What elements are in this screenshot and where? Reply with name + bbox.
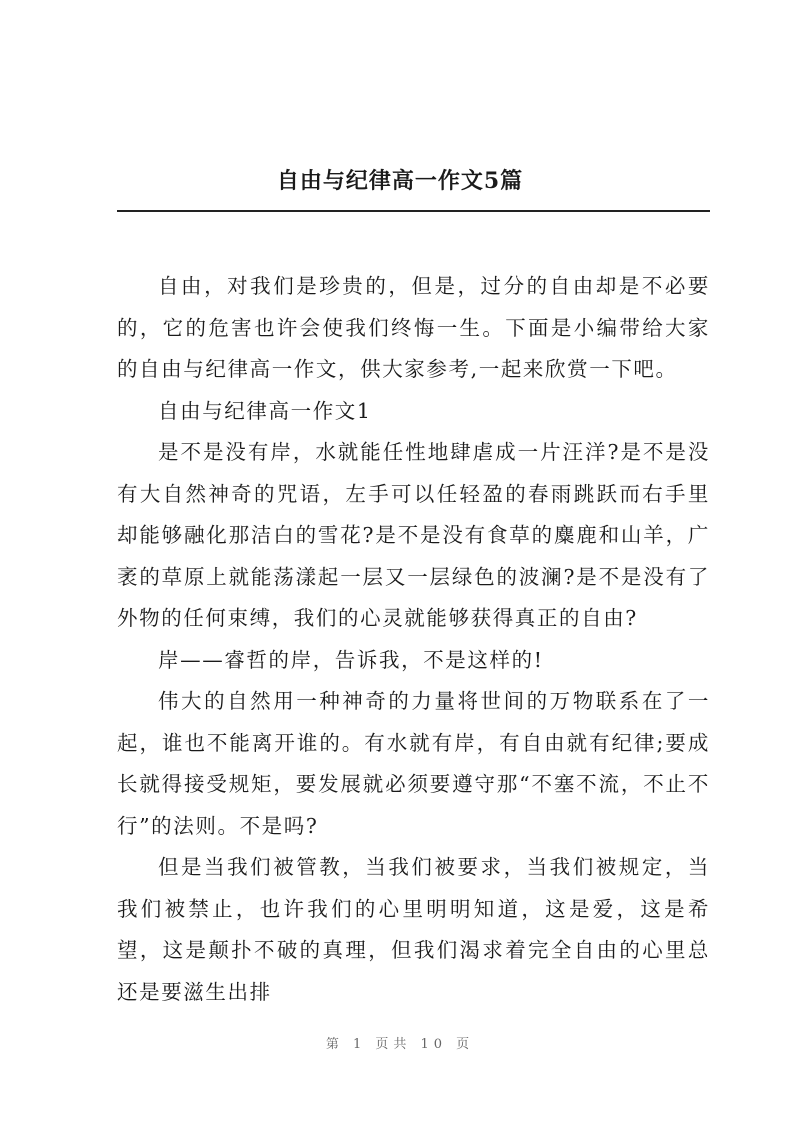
paragraph-shore: 岸——睿哲的岸，告诉我，不是这样的! [158,647,544,672]
document-title: 自由与纪律高一作文5篇 [276,168,524,194]
paragraph-discipline: 但是当我们被管教，当我们被要求，当我们被规定，当我们被禁止，也许我们的心里明明知道，这是爱，这是希望，这是颠扑不破的真理，但我们渴求着完全自由的心里总还是要滋生出排 [117,855,710,1004]
paragraph-nature: 伟大的自然用一种神奇的力量将世间的万物联系在了一起，谁也不能离开谁的。有水就有岸，有自由就有纪律;要成长就得接受规矩，要发展就必须要遵守那“不塞不流，不止不行”的法则。不是吗? [117,689,710,838]
paragraph-essay-heading: 自由与纪律高一作文1 [158,398,372,423]
paragraph-intro: 自由，对我们是珍贵的，但是，过分的自由却是不必要的，它的危害也许会使我们终悔一生。下面是小编带给大家的自由与纪律高一作文，供大家参考,一起来欣赏一下吧。 [117,274,710,381]
document-body [117,266,710,1013]
paragraph-questions: 是不是没有岸，水就能任性地肆虐成一片汪洋?是不是没有大自然神奇的咒语，左手可以任轻盈的春雨跳跃而右手里却能够融化那洁白的雪花?是不是没有食草的麋鹿和山羊，广袤的草原上就能荡漾起一层又一层绿色的波澜?是不是没有了外物的任何束缚，我们的心灵就能够获得真正的自由? [117,440,710,630]
page-footer: 第 1 页共 10 页 [325,1037,475,1052]
title-divider [117,210,710,212]
